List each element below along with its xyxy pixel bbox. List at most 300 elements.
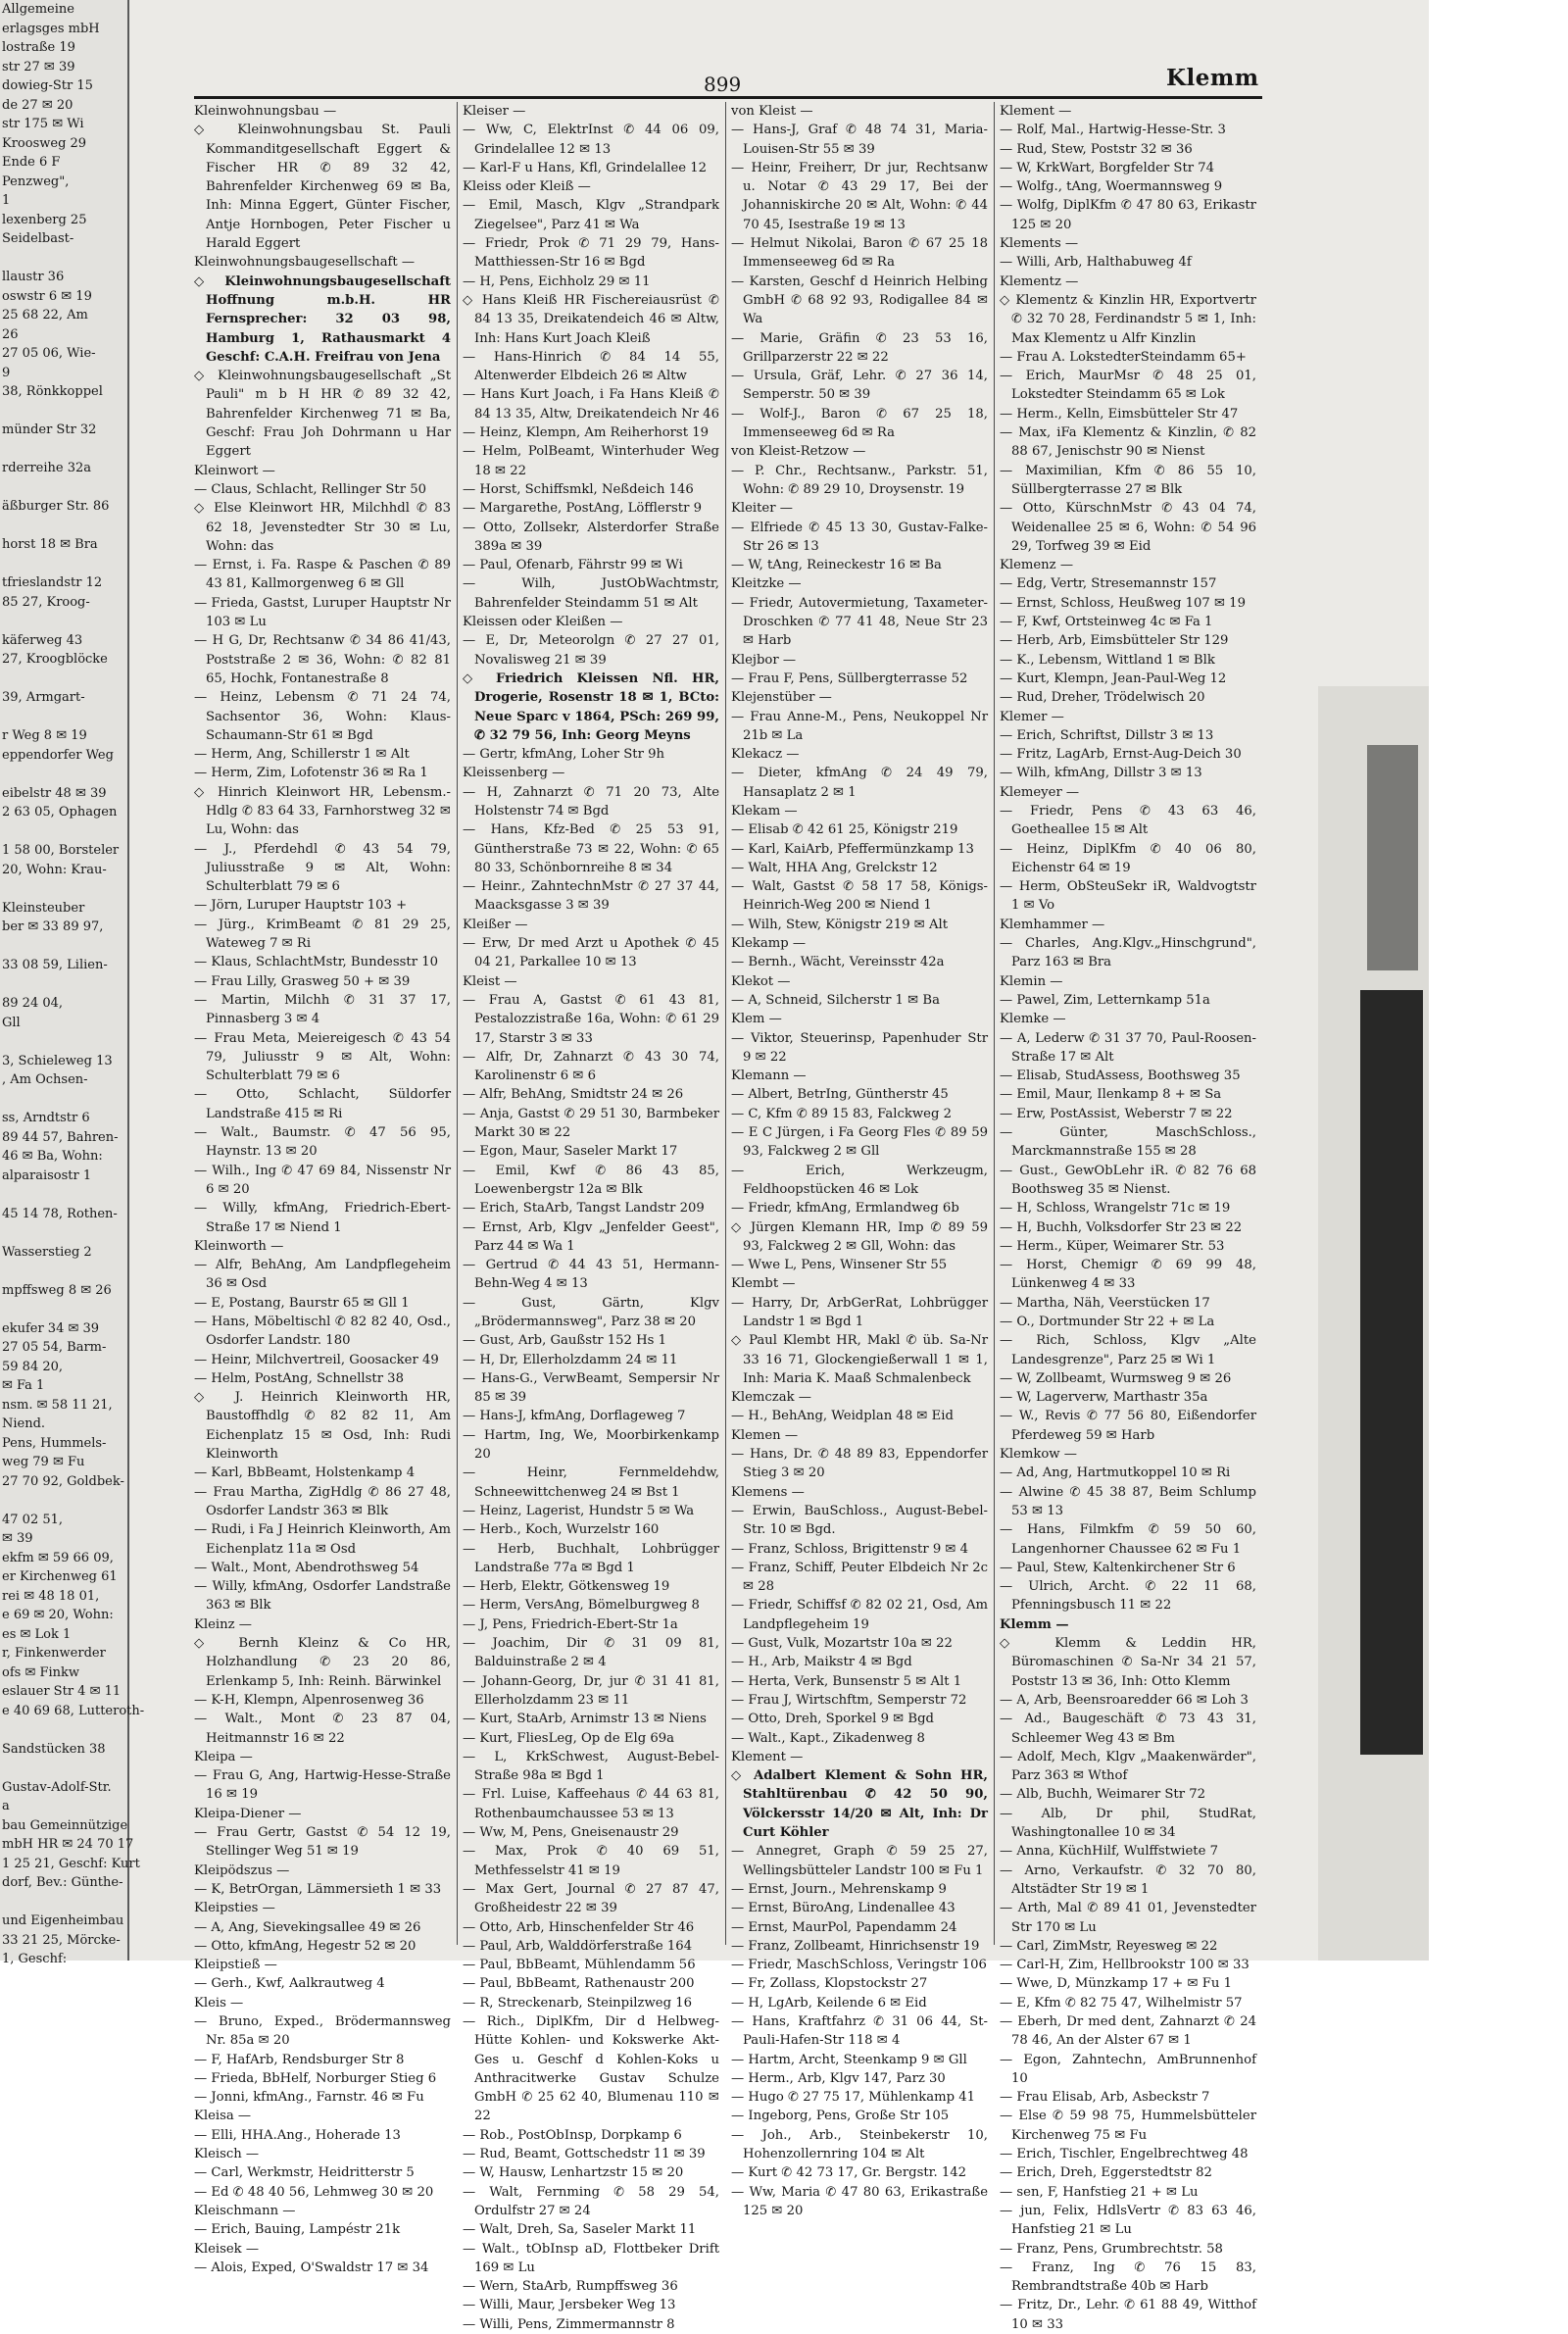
directory-entry: — Otto, Zollsekr, Alsterdorfer Straße 389a ✉ 39 [463,520,719,554]
previous-page-line: ofs ✉ Finkw [2,1664,80,1680]
directory-entry: — Walt., Mont ✆ 23 87 04, Heitmannstr 16 ✉ 22 [194,1712,451,1746]
surname-heading: Kleist — [463,973,517,989]
directory-entry: — Ernst, Arb, Klgv „Jenfelder Geest", Parz 44 ✉ Wa 1 [463,1219,719,1254]
previous-page-line: 47 02 51, [2,1512,64,1527]
directory-entry: — Frau F, Pens, Süllbergterrasse 52 [731,670,968,686]
directory-entry: — H, Buchh, Volksdorfer Str 23 ✉ 22 [1000,1219,1243,1235]
previous-page-line [0,1032,127,1052]
directory-entry: — Joachim, Dir ✆ 31 09 81, Balduinstraße 2 ✉ 4 [463,1636,719,1670]
surname-heading: Kleipstieß — [194,1958,277,1973]
directory-entry: ◇ Hans Kleiß HR Fischereiausrüst ✆ 84 13 35, Dreikatendeich 46 ✉ Altw, Inh: Hans Kurt Joach Kleiß [463,292,719,346]
directory-entry: — Elfriede ✆ 45 13 30, Gustav-Falke-Str 26 ✉ 13 [731,520,988,554]
previous-page-line: tfrieslandstr 12 [2,575,103,590]
directory-entry: — H., BehAng, Weidplan 48 ✉ Eid [731,1409,954,1424]
directory-entry: — Walt., tObInsp aD, Flottbeker Drift 169 ✉ Lu [463,2241,719,2275]
directory-column-3 [731,102,988,2218]
directory-entry: — W., Revis ✆ 77 56 80, Eißendorfer Pferdeweg 59 ✉ Harb [1000,1409,1256,1443]
surname-heading: Klemeyer — [1000,784,1080,800]
directory-entry: — Ernst, MaurPol, Papendamm 24 [731,1919,957,1935]
previous-page-line: str 27 ✉ 39 [2,59,75,74]
previous-page-line: 1 25 21, Geschf: Kurt [2,1856,140,1871]
directory-entry: — Frau G, Ang, Hartwig-Hesse-Straße 16 ✉ 19 [194,1768,451,1803]
directory-entry: — Hans Kurt Joach, i Fa Hans Kleiß ✆ 84 13 35, Altw, Dreikatendeich Nr 46 [463,387,719,422]
directory-entry: — Kurt, Klempn, Jean-Paul-Weg 12 [1000,670,1227,686]
directory-entry: — Ernst, i. Fa. Raspe & Paschen ✆ 89 43 81, Kallmorgenweg 6 ✉ Gll [194,558,451,592]
directory-entry: — Paul, Ofenarb, Fährstr 99 ✉ Wi [463,558,683,573]
previous-page-edge [0,0,145,1966]
previous-page-line: mbH HR ✉ 24 70 17 [2,1837,134,1852]
previous-page-line [0,402,127,422]
directory-entry: — Dieter, kfmAng ✆ 24 49 79, Hansaplatz 2 ✉ 1 [731,766,988,800]
surname-heading: Kleinworth — [194,1238,284,1254]
directory-entry: — W, Lagerverw, Marthastr 35a [1000,1390,1208,1406]
directory-entry: — Herb, Buchhalt, Lohbrügger Landstraße 77a ✉ Bgd 1 [463,1541,719,1575]
directory-entry: — Ernst, BüroAng, Lindenallee 43 [731,1901,956,1916]
directory-entry: ◇ Bernh Kleinz & Co HR, Holzhandlung ✆ 23 20 86, Erlenkamp 5, Inh: Reinh. Bärwinkel [194,1636,451,1689]
directory-entry: — Erich, Tischler, Engelbrechtweg 48 [1000,2147,1249,2162]
directory-entry: — Günter, MaschSchloss., Marckmannstraße 155 ✉ 28 [1000,1125,1256,1160]
directory-entry: — Heinr, Fernmeldehdw, Schneewittchenweg 24 ✉ Bst 1 [463,1465,719,1500]
previous-page-line [0,1300,127,1319]
previous-page-line: Niend. [2,1416,46,1431]
previous-page-line [0,1720,127,1740]
directory-entry: — Wolf-J., Baron ✆ 67 25 18, Immenseeweg 6d ✉ Ra [731,406,988,441]
directory-entry: — Pawel, Zim, Letternkamp 51a [1000,992,1210,1008]
directory-entry: ◇ Klemm & Leddin HR, Büromaschinen ✆ Sa-Nr 34 21 57, Poststr 13 ✉ 36, Inh: Otto Klemm [1000,1636,1256,1689]
previous-page-line: äßburger Str. 86 [2,499,110,514]
surname-heading: Kleissen oder Kleißen — [463,615,623,630]
directory-entry: — F, Kwf, Ortsteinweg 4c ✉ Fa 1 [1000,615,1213,630]
surname-heading: Klemhammer — [1000,917,1105,932]
directory-entry: — Jürg., KrimBeamt ✆ 81 29 25, Wateweg 7 ✉ Ri [194,917,451,952]
directory-entry: — Franz, Schloss, Brigittenstr 9 ✉ 4 [731,1541,969,1557]
directory-entry: — Max, Prok ✆ 40 69 51, Methfesselstr 41 ✉ 19 [463,1844,719,1878]
previous-page-line: a [2,1799,10,1813]
directory-entry: — O., Dortmunder Str 22 + ✉ La [1000,1315,1215,1329]
directory-entry: — H, Dr, Ellerholzdamm 24 ✉ 11 [463,1352,678,1367]
directory-entry: — Helm, PostAng, Schnellstr 38 [194,1370,404,1386]
directory-entry: — Frau Elisab, Arb, Asbeckstr 7 [1000,2090,1210,2106]
directory-entry: — Heinr, Freiherr, Dr jur, Rechtsanw u. Notar ✆ 43 29 17, Bei der Johanniskirche 20 ✉ Alt, Wohn: ✆ 44 70 45, Isestraße 19 ✉ 13 [731,160,988,232]
previous-page-line: Seidelbast- [2,231,74,246]
previous-page-line: mpffsweg 8 ✉ 26 [2,1282,112,1298]
directory-entry: — Fritz, LagArb, Ernst-Aug-Deich 30 [1000,747,1242,763]
directory-entry: — jun, Felix, HdlsVertr ✆ 83 63 46, Hanfstieg 21 ✉ Lu [1000,2203,1256,2238]
directory-entry: — Marie, Gräfin ✆ 23 53 16, Grillparzerstr 22 ✉ 22 [731,330,988,365]
previous-page-line [0,975,127,995]
directory-entry: — Maximilian, Kfm ✆ 86 55 10, Süllbergterrasse 27 ✉ Blk [1000,463,1256,497]
directory-entry: — Hugo ✆ 27 75 17, Mühlenkamp 41 [731,2090,976,2106]
directory-entry: ◇ J. Heinrich Kleinworth HR, Baustoffhdlg ✆ 82 82 11, Am Eichenplatz 15 ✉ Osd, Inh: Rudi Kleinworth [194,1390,451,1463]
directory-entry: — Elisab ✆ 42 61 25, Königstr 219 [731,822,958,838]
surname-heading: Klemczak — [731,1390,811,1406]
previous-page-line: de 27 ✉ 20 [2,97,74,113]
directory-entry: — Herm, Ang, Schillerstr 1 ✉ Alt [194,747,410,763]
directory-entry: — Hans, Filmkfm ✆ 59 50 60, Langenhorner Chaussee 62 ✉ Fu 1 [1000,1522,1256,1557]
previous-page-line [0,670,127,689]
surname-heading: Kleipa — [194,1749,253,1764]
previous-page-line [0,478,127,498]
surname-heading: Kleis — [194,1995,244,2011]
previous-page-line: ber ✉ 33 89 97, [2,919,104,934]
directory-entry: — H G, Dr, Rechtsanw ✆ 34 86 41/43, Poststraße 2 ✉ 36, Wohn: ✆ 82 81 65, Hochk, Fontanestraße 8 [194,633,451,686]
directory-entry: — Friedr, kfmAng, Ermlandweg 6b [731,1201,959,1217]
previous-page-line [0,1893,127,1912]
directory-entry: — Franz, Ing ✆ 76 15 83, Rembrandtstraße 40b ✉ Harb [1000,2260,1256,2295]
previous-page-line: alparaisostr 1 [2,1167,92,1183]
directory-entry: — Erich, Dreh, Eggerstedtstr 82 [1000,2165,1212,2181]
directory-entry: — Anja, Gastst ✆ 29 51 30, Barmbeker Markt 30 ✉ 22 [463,1106,719,1141]
running-head: Klemm [1166,65,1259,91]
previous-page-line: 27 05 06, Wie- [2,346,96,361]
directory-entry: — H, LgArb, Keilende 6 ✉ Eid [731,1995,927,2011]
previous-page-line: 3, Schieleweg 13 [2,1053,113,1068]
previous-page-line: nsm. ✉ 58 11 21, [2,1397,113,1413]
previous-page-line: 59 84 20, [2,1359,64,1374]
directory-entry: ◇ Klementz & Kinzlin HR, Exportvertr ✆ 32 70 28, Ferdinandstr 5 ✉ 1, Inh: Max Klementz u Alfr Kinzlin [1000,292,1256,346]
directory-entry: — H, Pens, Eichholz 29 ✉ 11 [463,273,651,289]
previous-page-line: es ✉ Lok 1 [2,1626,72,1642]
directory-entry: — Hans-J, Graf ✆ 48 74 31, Maria-Louisen-Str 55 ✉ 39 [731,123,988,157]
directory-column-4 [1000,102,1256,2332]
directory-entry: — Willi, Maur, Jersbeker Weg 13 [463,2298,676,2313]
directory-entry: — Otto, Dreh, Sporkel 9 ✉ Bgd [731,1712,934,1727]
previous-page-line: rei ✉ 48 18 01, [2,1588,100,1604]
directory-entry: — Frau Martha, ZigHdlg ✆ 86 27 48, Osdorfer Landstr 363 ✉ Blk [194,1484,451,1518]
previous-page-line [0,1223,127,1243]
directory-entry: — Elli, HHA.Ang., Hoherade 13 [194,2127,401,2143]
directory-entry: — Wilh, JustObWachtmstr, Bahrenfelder Steindamm 51 ✉ Alt [463,576,719,611]
directory-entry: — Alb, Buchh, Weimarer Str 72 [1000,1787,1205,1803]
previous-page-line: lexenberg 25 [2,212,87,227]
directory-entry: — Wolfg, DiplKfm ✆ 47 80 63, Erikastr 125 ✉ 20 [1000,198,1256,232]
directory-entry: — Hans, Dr. ✆ 48 89 83, Eppendorfer Stieg 3 ✉ 20 [731,1447,988,1481]
surname-heading: Klemens — [731,1484,805,1500]
directory-entry: — Hartm, Ing, We, Moorbirkenkamp 20 [463,1427,719,1463]
previous-page-line: er Kirchenweg 61 [2,1569,118,1584]
directory-entry: — Elisab, StudAssess, Boothsweg 35 [1000,1068,1241,1084]
directory-entry: — K-H, Klempn, Alpenrosenweg 36 [194,1692,424,1708]
directory-entry: — Edg, Vertr, Stresemannstr 157 [1000,576,1217,592]
surname-heading: Klemke — [1000,1012,1066,1027]
directory-entry: — Horst, Schiffsmkl, Neßdeich 146 [463,481,694,497]
previous-page-line: 33 21 25, Mörcke- [2,1932,121,1948]
directory-entry: — Erich, Schriftst, Dillstr 3 ✉ 13 [1000,727,1214,743]
previous-page-line: 1, Geschf: [2,1952,68,1966]
surname-heading: Kleipödszus — [194,1862,290,1878]
directory-entry: — Walt., Baumstr. ✆ 47 56 95, Haynstr. 13 ✉ 20 [194,1125,451,1160]
directory-entry: — Alfr, BehAng, Smidtstr 24 ✉ 26 [463,1087,684,1103]
directory-entry: ◇ Else Kleinwort HR, Milchhdl ✆ 83 62 18, Jevenstedter Str 30 ✉ Lu, Wohn: das [194,501,451,554]
directory-entry: — Ad., Baugeschäft ✆ 73 43 31, Schleemer Weg 43 ✉ Bm [1000,1712,1256,1746]
surname-heading: Klemer — [1000,709,1064,724]
previous-page-line: 20, Wohn: Krau- [2,862,107,877]
directory-entry: — Karl, BbBeamt, Holstenkamp 4 [194,1465,416,1481]
directory-entry: — Heinr., ZahntechnMstr ✆ 27 37 44, Maacksgasse 3 ✉ 39 [463,879,719,914]
surname-heading: Kleinz — [194,1616,252,1632]
directory-entry: — W, Hausw, Lenhartzstr 15 ✉ 20 [463,2165,684,2181]
previous-page-line [0,1759,127,1778]
previous-page-line: dorf, Bev.: Günthe- [2,1875,123,1890]
directory-entry: — Erich, Werkzeugm, Feldhoopstücken 46 ✉ Lok [731,1163,988,1197]
directory-entry: — Friedr, Schiffsf ✆ 82 02 21, Osd, Am Landpflegeheim 19 [731,1598,988,1632]
previous-page-line [0,440,127,460]
previous-page-line: 33 08 59, Lilien- [2,958,108,972]
directory-entry: — Frieda, Gastst, Luruper Hauptstr Nr 103 ✉ Lu [194,595,451,630]
previous-page-line: Penzweg", [2,174,70,189]
surname-heading: Klekacz — [731,747,800,763]
surname-heading: Klement — [1000,104,1072,119]
directory-entry: — Friedr, Prok ✆ 71 29 79, Hans-Matthiessen-Str 16 ✉ Bgd [463,236,719,271]
directory-entry: — Otto, Arb, Hinschenfelder Str 46 [463,1919,695,1935]
directory-entry: — Otto, KürschnMstr ✆ 43 04 74, Weidenallee 25 ✉ 6, Wohn: ✆ 54 96 29, Torfweg 39 ✉ Eid [1000,501,1256,554]
directory-entry: — Egon, Zahntechn, AmBrunnenhof 10 [1000,2052,1256,2086]
surname-heading: Kleinwohnungsbau — [194,104,337,119]
directory-entry: — H., Arb, Maikstr 4 ✉ Bgd [731,1655,912,1670]
directory-entry: — Ernst, Schloss, Heußweg 107 ✉ 19 [1000,595,1246,611]
directory-entry: — Martha, Näh, Veerstücken 17 [1000,1295,1210,1311]
surname-heading: Kleißer — [463,917,528,932]
directory-entry: — E, Postang, Baurstr 65 ✉ Gll 1 [194,1295,410,1311]
surname-heading: Kleisek — [194,2241,260,2257]
directory-entry: — Walt, Gastst ✆ 58 17 58, Königs-Heinrich-Weg 200 ✉ Niend 1 [731,879,988,914]
directory-entry: — Paul, Arb, Walddörferstraße 164 [463,1938,693,1954]
directory-entry: — Rudi, i Fa J Heinrich Kleinworth, Am Eichenplatz 11a ✉ Osd [194,1522,451,1557]
directory-entry: — Emil, Kwf ✆ 86 43 85, Loewenbergstr 12a ✉ Blk [463,1163,719,1197]
directory-entry: — Herm, VersAng, Bömelburgweg 8 [463,1598,700,1614]
surname-heading: Kleiter — [731,501,793,517]
directory-entry: — A, Arb, Beensroaredder 66 ✉ Loh 3 [1000,1692,1249,1708]
previous-page-line: ekfm ✉ 59 66 09, [2,1550,114,1565]
directory-entry: ◇ Jürgen Klemann HR, Imp ✆ 89 59 93, Falckweg 2 ✉ Gll, Wohn: das [731,1219,988,1254]
directory-entry: — Viktor, Steuerinsp, Papenhuder Str 9 ✉ 22 [731,1030,988,1065]
previous-page-line: Gustav-Adolf-Str. [2,1779,112,1795]
previous-page-line: 2 63 05, Ophagen [2,805,118,819]
surname-heading: Klemann — [731,1068,807,1084]
directory-entry: — Erich, MaurMsr ✆ 48 25 01, Lokstedter Steindamm 65 ✉ Lok [1000,369,1256,403]
surname-heading: Kleipsties — [194,1901,275,1916]
directory-entry: — Gust, Arb, Gaußstr 152 Hs 1 [463,1333,666,1349]
previous-page-line: Allgemeine [2,2,74,17]
previous-page-line: Sandstücken 38 [2,1741,106,1757]
previous-page-line [0,1090,127,1110]
directory-entry: — Franz, Pens, Grumbrechtstr. 58 [1000,2241,1223,2257]
directory-entry: — Gerh., Kwf, Aalkrautweg 4 [194,1976,385,1992]
previous-page-line: 39, Armgart- [2,690,85,705]
page-number: 899 [704,73,742,96]
directory-entry: — W, KrkWart, Borgfelder Str 74 [1000,160,1215,175]
directory-entry: — Frieda, BbHelf, Norburger Stieg 6 [194,2070,437,2086]
previous-page-line: 9 [2,365,11,380]
directory-entry: — Wilh, Stew, Königstr 219 ✉ Alt [731,917,949,932]
directory-entry: — A, Schneid, Silcherstr 1 ✉ Ba [731,992,940,1008]
directory-entry: — Arth, Mal ✆ 89 41 01, Jevenstedter Str 170 ✉ Lu [1000,1901,1256,1935]
directory-entry: — Alfr, Dr, Zahnarzt ✆ 43 30 74, Karolinenstr 6 ✉ 6 [463,1049,719,1084]
directory-entry: — Kurt, FliesLeg, Op de Elg 69a [463,1730,674,1746]
previous-page-line: e 40 69 68, Lutteroth- [2,1703,145,1718]
directory-entry: — A, Lederw ✆ 31 37 70, Paul-Roosen-Straße 17 ✉ Alt [1000,1030,1256,1065]
previous-page-line [0,879,127,899]
directory-entry: — Rich, Schloss, Klgv „Alte Landesgrenze", Parz 25 ✉ Wi 1 [1000,1333,1256,1367]
directory-entry: — Harry, Dr, ArbGerRat, Lohbrügger Landstr 1 ✉ Bgd 1 [731,1295,988,1329]
header-rule [194,96,1262,99]
directory-entry: — Gertr, kfmAng, Loher Str 9h [463,747,664,763]
directory-entry: — Annegret, Graph ✆ 59 25 27, Wellingsbütteler Landstr 100 ✉ Fu 1 [731,1844,988,1878]
directory-entry: — Ad, Ang, Hartmutkoppel 10 ✉ Ri [1000,1465,1231,1481]
surname-heading: Klemin — [1000,973,1063,989]
directory-entry: — H, Schloss, Wrangelstr 71c ✉ 19 [1000,1201,1231,1217]
surname-heading: Klekamp — [731,936,807,952]
directory-entry: — Herm., Arb, Klgv 147, Parz 30 [731,2070,946,2086]
directory-entry: — H, Zahnarzt ✆ 71 20 73, Alte Holstenstr 74 ✉ Bgd [463,784,719,819]
directory-entry: — Otto, kfmAng, Hegestr 52 ✉ 20 [194,1938,416,1954]
directory-entry: — Karsten, Geschf d Heinrich Helbing GmbH ✆ 68 92 93, Rodigallee 84 ✉ Wa [731,273,988,327]
directory-entry: — Friedr, Autovermietung, Taxameter-Droschken ✆ 77 41 48, Neue Str 23 ✉ Harb [731,595,988,649]
previous-page-line: , Am Ochsen- [2,1072,88,1087]
directory-entry: — Heinz, DiplKfm ✆ 40 06 80, Eichenstr 64 ✉ 19 [1000,841,1256,875]
directory-entry: — Hartm, Archt, Steenkamp 9 ✉ Gll [731,2052,967,2067]
directory-entry: — K., Lebensm, Wittland 1 ✉ Blk [1000,652,1215,668]
previous-page-line: r Weg 8 ✉ 19 [2,728,87,743]
directory-entry: — Willy, kfmAng, Friedrich-Ebert-Straße 17 ✉ Niend 1 [194,1201,451,1235]
directory-entry: — Heinz, Lebensm ✆ 71 24 74, Sachsentor 36, Wohn: Klaus-Schaumann-Str 61 ✉ Bgd [194,690,451,743]
directory-entry: — Herm., Kelln, Eimsbütteler Str 47 [1000,406,1239,422]
directory-entry: — Karl-F u Hans, Kfl, Grindelallee 12 [463,160,708,175]
previous-page-line [0,1185,127,1205]
directory-entry: ◇ Adalbert Klement & Sohn HR, Stahltürenbau ✆ 42 50 90, Völckersstr 14/20 ✉ Alt, Inh: Dr Curt Köhler [731,1768,988,1841]
directory-entry: — Jonni, kfmAng., Farnstr. 46 ✉ Fu [194,2090,424,2106]
margin-print-bleed [1360,990,1423,1755]
directory-entry: — K, BetrOrgan, Lämmersieth 1 ✉ 33 [194,1881,442,1897]
surname-heading: Klemm — [1000,1616,1069,1632]
directory-entry: ◇ Kleinwohnungsbau St. Pauli Kommanditgesellschaft Eggert & Fischer HR ✆ 89 32 42, Bahrenfelder Kirchenweg 69 ✉ Ba, Inh: Minna Eggert, Günter Fischer, Antje Hornbogen, Peter Fischer u Harald Eggert [194,123,451,252]
previous-page-line [0,1262,127,1281]
previous-page-line: ss, Arndtstr 6 [2,1111,90,1125]
directory-entry: — Paul, BbBeamt, Mühlendamm 56 [463,1958,696,1973]
directory-entry: — Hans-G., VerwBeamt, Sempersir Nr 85 ✉ 39 [463,1370,719,1406]
previous-page-line: llaustr 36 [2,270,65,284]
surname-heading: von Kleist — [731,104,813,119]
directory-entry: — Erich, StaArb, Tangst Landstr 209 [463,1201,705,1217]
directory-entry: — Herm., Küper, Weimarer Str. 53 [1000,1238,1225,1254]
directory-entry: — Franz, Schiff, Peuter Elbdeich Nr 2c ✉ 28 [731,1560,988,1595]
directory-entry: — Johann-Georg, Dr, jur ✆ 31 41 81, Ellerholzdamm 23 ✉ 11 [463,1673,719,1708]
directory-entry: — Eberh, Dr med dent, Zahnarzt ✆ 24 78 46, An der Alster 67 ✉ 1 [1000,2013,1256,2049]
previous-page-line: 25 68 22, Am [2,308,88,323]
surname-heading: Klementz — [1000,273,1079,289]
directory-entry: — Fritz, Dr., Lehr. ✆ 61 88 49, Witthof 10 ✉ 33 [1000,2298,1256,2332]
directory-entry: — Wolfg., tAng, Woermannsweg 9 [1000,179,1223,195]
directory-entry: ◇ Friedrich Kleissen Nfl. HR, Drogerie, Rosenstr 18 ✉ 1, BCto: Neue Sparc v 1864, PSch: 269 99, ✆ 32 79 56, Inh: Georg Meyns [463,670,719,743]
directory-entry: — Albert, BetrIng, Güntherstr 45 [731,1087,949,1103]
previous-page-line: 1 58 00, Borsteler [2,843,120,858]
directory-entry: — Helm, PolBeamt, Winterhuder Weg 18 ✉ 22 [463,444,719,478]
previous-page-line: 27 05 54, Barm- [2,1340,107,1355]
directory-entry: — Walt, HHA Ang, Grelckstr 12 [731,860,938,875]
surname-heading: Kleitzke — [731,576,802,592]
directory-column-1 [194,102,451,2275]
directory-entry: — Claus, Schlacht, Rellinger Str 50 [194,481,426,497]
directory-entry: ◇ Hinrich Kleinwort HR, Lebensm.-Hdlg ✆ 83 64 33, Farnhorstweg 32 ✉ Lu, Wohn: das [194,784,451,838]
directory-entry: — Adolf, Mech, Klgv „Maakenwärder", Parz 363 ✉ Wthof [1000,1749,1256,1784]
previous-page-line: eslauer Str 4 ✉ 11 [2,1684,122,1699]
directory-entry: — Herm, ObSteuSekr iR, Waldvogtstr 1 ✉ Vo [1000,879,1256,914]
directory-entry: — Heinz, Klempn, Am Reiherhorst 19 [463,425,709,441]
previous-page-line: ekufer 34 ✉ 39 [2,1320,100,1336]
directory-entry: — Ulrich, Archt. ✆ 22 11 68, Pfenningsbusch 11 ✉ 22 [1000,1579,1256,1614]
directory-entry: — Heinr, Milchvertreil, Goosacker 49 [194,1352,439,1367]
directory-entry: — Alois, Exped, O'Swaldstr 17 ✉ 34 [194,2260,429,2275]
margin-print-bleed [1367,745,1418,970]
directory-entry: — Franz, Zollbeamt, Hinrichsenstr 19 [731,1938,980,1954]
previous-page-line: ✉ Fa 1 [2,1378,45,1393]
previous-page-line: str 175 ✉ Wi [2,117,84,131]
directory-entry: — Gust, Vulk, Mozartstr 10a ✉ 22 [731,1636,953,1652]
previous-page-line [0,555,127,574]
directory-entry: — Ursula, Gräf, Lehr. ✆ 27 36 14, Semperstr. 50 ✉ 39 [731,369,988,403]
directory-entry: ◇ Kleinwohnungsbaugesellschaft Hoffnung m.b.H. HR Fernsprecher: 32 03 98, Hamburg 1, Rathausmarkt 4 Geschf: C.A.H. Freifrau von Jena [194,273,451,365]
directory-entry: — Helmut Nikolai, Baron ✆ 67 25 18 Immenseeweg 6d ✉ Ra [731,236,988,271]
directory-entry: — F, HafArb, Rendsburger Str 8 [194,2052,405,2067]
directory-entry: — C, Kfm ✆ 89 15 83, Falckweg 2 [731,1106,952,1121]
directory-entry: — Karl, KaiArb, Pfeffermünzkamp 13 [731,841,974,857]
column-separator [725,102,726,1945]
previous-page-line: Ende 6 F [2,155,61,170]
directory-entry: — Alfr, BehAng, Am Landpflegeheim 36 ✉ Osd [194,1258,451,1292]
surname-heading: Kleinwort — [194,463,275,478]
surname-heading: Kleisa — [194,2109,252,2124]
directory-entry: — R, Streckenarb, Steinpilzweg 16 [463,1995,692,2011]
directory-entry: — Wilh., Ing ✆ 47 69 84, Nissenstr Nr 6 ✉ 20 [194,1163,451,1197]
previous-page-line: 27, Kroogblöcke [2,652,108,667]
surname-heading: Kleischmann — [194,2203,296,2218]
directory-entry: — Gertrud ✆ 44 43 51, Hermann-Behn-Weg 4 ✉ 13 [463,1258,719,1292]
surname-heading: Klemenz — [1000,558,1074,573]
previous-page-line: münder Str 32 [2,422,97,437]
directory-entry: — Walt., Mont, Abendrothsweg 54 [194,1560,419,1575]
directory-entry: — Gust, Gärtn, Klgv „Brödermannsweg", Parz 38 ✉ 20 [463,1295,719,1329]
directory-entry: — Frau A. LokstedterSteindamm 65+ [1000,349,1247,365]
directory-entry: — Hans-Hinrich ✆ 84 14 55, Altenwerder Elbdeich 26 ✉ Altw [463,349,719,384]
directory-entry: — Alwine ✆ 45 38 87, Beim Schlump 53 ✉ 13 [1000,1484,1256,1518]
column-separator [994,102,995,1945]
directory-entry: — Frau Anne-M., Pens, Neukoppel Nr 21b ✉ La [731,709,988,743]
previous-page-line: 46 ✉ Ba, Wohn: [2,1149,103,1164]
directory-entry: — Willi, Pens, Zimmermannstr 8 [463,2316,675,2332]
directory-entry: — Martin, Milchh ✆ 31 37 17, Pinnasberg 3 ✉ 4 [194,992,451,1027]
directory-entry: — Carl-H, Zim, Hellbrookstr 100 ✉ 33 [1000,1958,1250,1973]
directory-entry: — Walt, Dreh, Sa, Saseler Markt 11 [463,2222,697,2238]
directory-entry: — W, Zollbeamt, Wurmsweg 9 ✉ 26 [1000,1370,1232,1386]
previous-page-line: dowieg-Str 15 [2,78,93,93]
surname-heading: Kleinwohnungsbaugesellschaft — [194,255,416,271]
directory-entry: — Bernh., Wächt, Vereinsstr 42a [731,955,945,970]
directory-entry: — Rob., PostObInsp, Dorpkamp 6 [463,2127,682,2143]
directory-entry: — Frau A, Gastst ✆ 61 43 81, Pestalozzistraße 16a, Wohn: ✆ 61 29 17, Starstr 3 ✉ 33 [463,992,719,1046]
directory-entry: — Hans, Möbeltischl ✆ 82 82 40, Osd., Osdorfer Landstr. 180 [194,1315,451,1349]
directory-entry: — Else ✆ 59 98 75, Hummelsbütteler Kirchenweg 75 ✉ Fu [1000,2109,1256,2143]
directory-entry: ◇ Paul Klembt HR, Makl ✆ üb. Sa-Nr 33 16 71, Glockengießerwall 1 ✉ 1, Inh: Maria K. Maaß Schmalenbeck [731,1333,988,1386]
directory-entry: — Max, iFa Klementz & Kinzlin, ✆ 82 88 67, Jenischstr 90 ✉ Nienst [1000,425,1256,460]
directory-entry: — Egon, Maur, Saseler Markt 17 [463,1144,678,1160]
directory-entry: — Jörn, Luruper Hauptstr 103 + [194,898,408,914]
directory-entry: — Fr, Zollass, Klopstockstr 27 [731,1976,928,1992]
surname-heading: Klemkow — [1000,1447,1077,1463]
previous-page-line: ✉ 39 [2,1531,33,1546]
directory-entry: — Joh., Arb., Steinbekerstr 10, Hohenzollernring 104 ✉ Alt [731,2127,988,2162]
directory-entry: — Ed ✆ 48 40 56, Lehmweg 30 ✉ 20 [194,2184,434,2200]
previous-page-line: lostraße 19 [2,40,75,55]
